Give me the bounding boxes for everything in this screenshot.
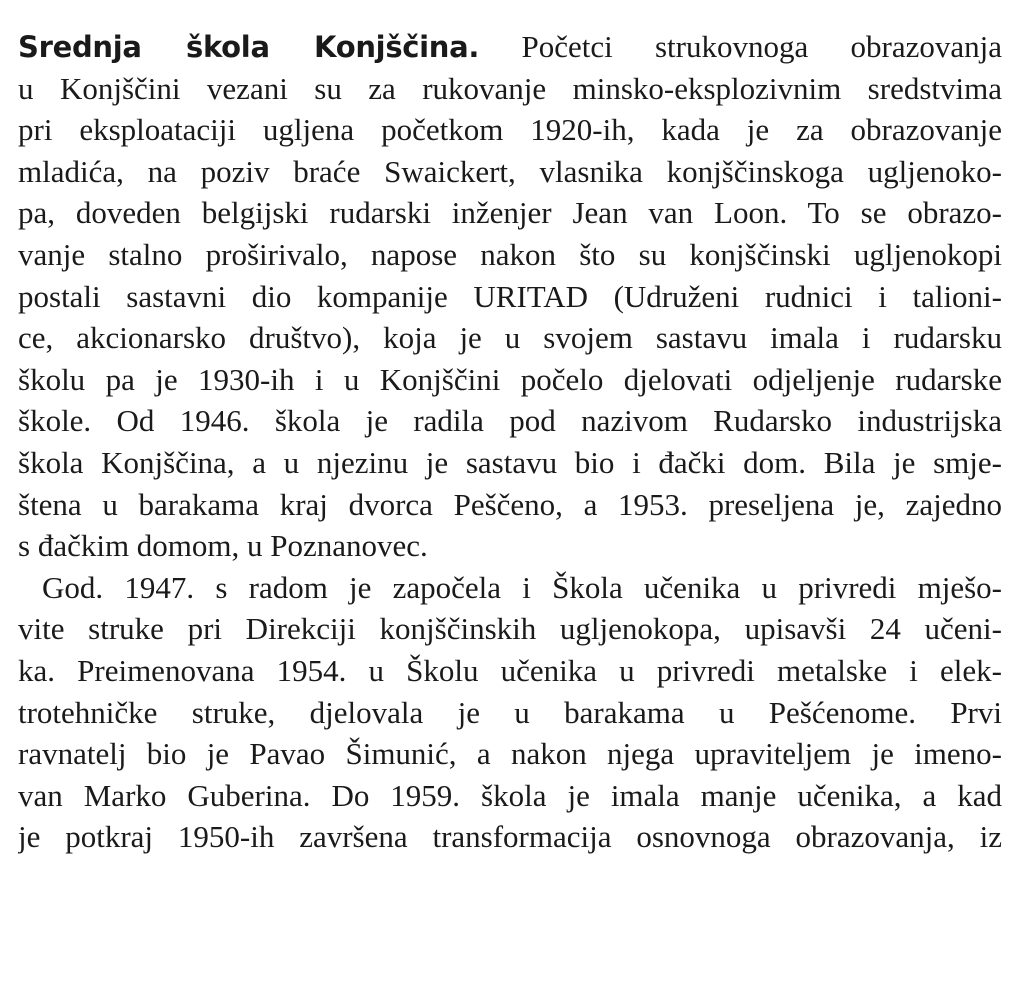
- paragraph-2: [18, 567, 1002, 858]
- text-line: je potkraj 1950-ih završena transformacija osnovnoga obrazovanja, iz: [18, 819, 1002, 855]
- text-line: postali sastavni dio kompanije URITAD (Udruženi rudnici i talioni-: [18, 278, 1002, 314]
- text-line: školu pa je 1930-ih i u Konjščini počelo djelovati odjeljenje rudarske: [18, 361, 1002, 397]
- text-line: vite struke pri Direkciji konjščinskih ugljenokopa, upisavši 24 učeni-: [18, 611, 1002, 647]
- text-line: trotehničke struke, djelovala je u barakama u Pešćenome. Prvi: [18, 694, 1002, 730]
- text-line: pri eksploataciji ugljena početkom 1920-ih, kada je za obrazovanje: [18, 112, 1002, 148]
- paragraph-2-line-1: God. 1947. s radom je započela i Škola učenika u privredi mješo-: [42, 569, 1002, 605]
- text-line: ka. Preimenovana 1954. u Školu učenika u privredi metalske i elek-: [18, 652, 1002, 688]
- text-line: van Marko Guberina. Do 1959. škola je imala manje učenika, a kad: [18, 777, 1002, 813]
- text-line: ce, akcionarsko društvo), koja je u svojem sastavu imala i rudarsku: [18, 320, 1002, 356]
- text-line: pa, doveden belgijski rudarski inženjer Jean van Loon. To se obrazo-: [18, 195, 1002, 231]
- document-page: [18, 26, 1002, 858]
- paragraph-1-line-1: [18, 26, 1002, 68]
- text-line: škola Konjščina, a u njezinu je sastavu bio i đački dom. Bila je smje-: [18, 444, 1002, 480]
- paragraph-1-line-1-text: Početci strukovnoga obrazovanja: [521, 29, 1002, 64]
- text-line: škole. Od 1946. škola je radila pod nazivom Rudarsko industrijska: [18, 403, 1002, 439]
- text-line: u Konjščini vezani su za rukovanje minsko-eksplozivnim sredstvima: [18, 70, 1002, 106]
- section-heading: Srednja škola Konjščina.: [18, 30, 480, 64]
- text-line: mladića, na poziv braće Swaickert, vlasnika konjščinskoga ugljenoko-: [18, 153, 1002, 189]
- text-line-last: s đačkim domom, u Poznanovec.: [18, 528, 428, 564]
- text-line: ravnatelj bio je Pavao Šimunić, a nakon njega upraviteljem je imeno-: [18, 736, 1002, 772]
- text-line: štena u barakama kraj dvorca Peščeno, a 1953. preseljena je, zajedno: [18, 486, 1002, 522]
- text-line: vanje stalno proširivalo, napose nakon što su konjščinski ugljenokopi: [18, 236, 1002, 272]
- paragraph-1: [18, 26, 1002, 567]
